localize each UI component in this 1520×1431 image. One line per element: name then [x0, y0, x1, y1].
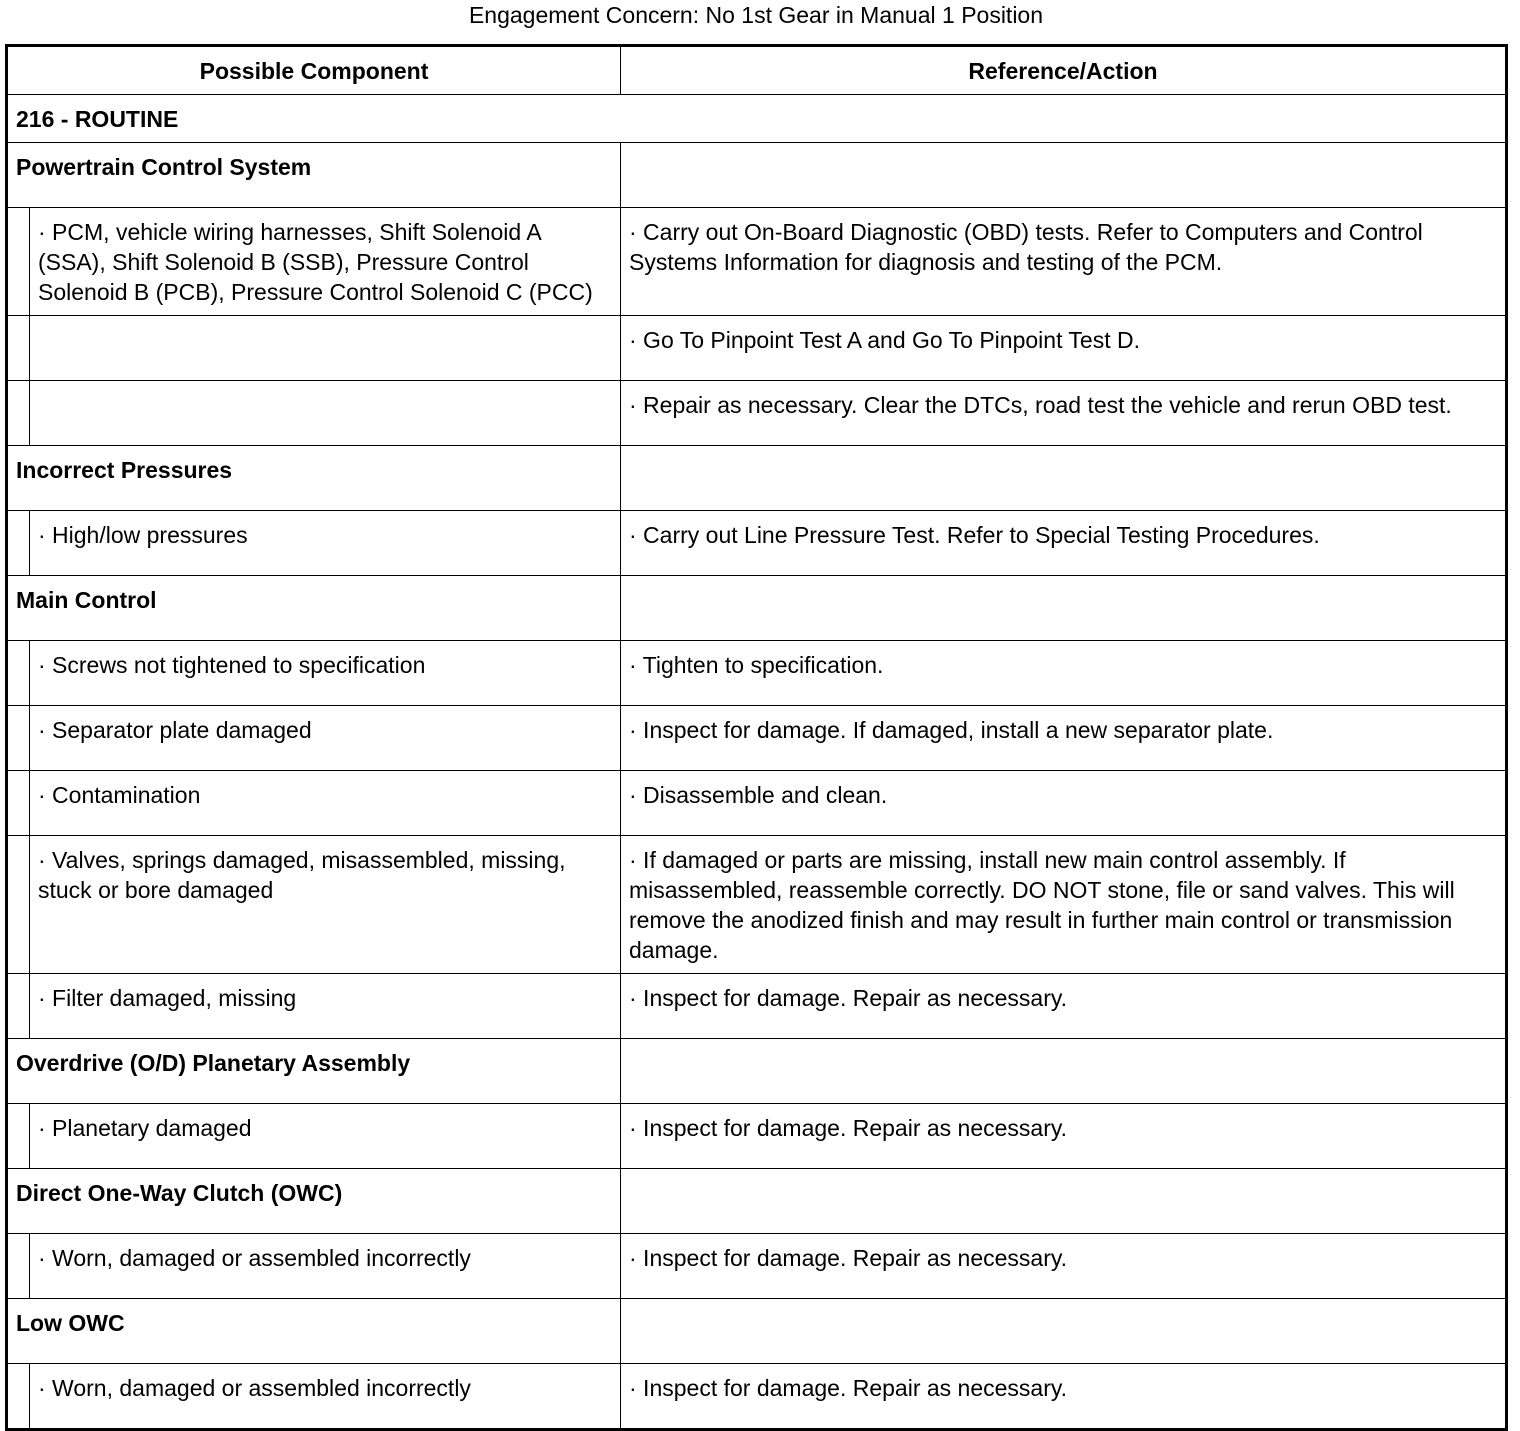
indent-cell [7, 771, 30, 836]
header-possible-component: Possible Component [7, 46, 621, 95]
section-name: Incorrect Pressures [7, 446, 621, 511]
component-cell: · Valves, springs damaged, misassembled, missing, stuck or bore damaged [30, 836, 621, 974]
component-cell [30, 316, 621, 381]
header-reference-action: Reference/Action [621, 46, 1507, 95]
section-action-cell [621, 1299, 1507, 1364]
section-action-cell [621, 143, 1507, 208]
action-cell: · Carry out On-Board Diagnostic (OBD) tests. Refer to Computers and Control Systems Information for diagnosis and testing of the PCM. [621, 208, 1507, 316]
table-row [7, 208, 1507, 316]
action-cell: · Inspect for damage. Repair as necessary. [621, 974, 1507, 1039]
component-cell: · Filter damaged, missing [30, 974, 621, 1039]
routine-label: 216 - ROUTINE [7, 95, 1507, 143]
table-row [7, 1234, 1507, 1299]
diagnostic-table [5, 44, 1508, 1431]
table-row [7, 836, 1507, 974]
indent-cell [7, 381, 30, 446]
component-cell: · Planetary damaged [30, 1104, 621, 1169]
indent-cell [7, 1234, 30, 1299]
table-row [7, 1104, 1507, 1169]
component-cell [30, 381, 621, 446]
action-cell: · Inspect for damage. Repair as necessary. [621, 1234, 1507, 1299]
section-action-cell [621, 446, 1507, 511]
section-name: Powertrain Control System [7, 143, 621, 208]
indent-cell [7, 208, 30, 316]
section-name: Overdrive (O/D) Planetary Assembly [7, 1039, 621, 1104]
action-cell: · Tighten to specification. [621, 641, 1507, 706]
table-row [7, 316, 1507, 381]
component-cell: · High/low pressures [30, 511, 621, 576]
section-row [7, 1039, 1507, 1104]
component-cell: · Screws not tightened to specification [30, 641, 621, 706]
indent-cell [7, 1364, 30, 1430]
table-row [7, 641, 1507, 706]
section-action-cell [621, 1169, 1507, 1234]
section-name: Low OWC [7, 1299, 621, 1364]
table-row [7, 381, 1507, 446]
action-cell: · Inspect for damage. Repair as necessary. [621, 1364, 1507, 1430]
page-title: Engagement Concern: No 1st Gear in Manual 1 Position [468, 2, 1044, 28]
table-row [7, 974, 1507, 1039]
indent-cell [7, 836, 30, 974]
indent-cell [7, 316, 30, 381]
component-cell: · Separator plate damaged [30, 706, 621, 771]
action-cell: · Inspect for damage. Repair as necessary. [621, 1104, 1507, 1169]
section-row [7, 1299, 1507, 1364]
section-action-cell [621, 1039, 1507, 1104]
indent-cell [7, 641, 30, 706]
indent-cell [7, 1104, 30, 1169]
indent-cell [7, 511, 30, 576]
section-row [7, 1169, 1507, 1234]
component-cell: · PCM, vehicle wiring harnesses, Shift Solenoid A (SSA), Shift Solenoid B (SSB), Pressure Control Solenoid B (PCB), Pressure Control Solenoid C (PCC) [30, 208, 621, 316]
section-name: Direct One-Way Clutch (OWC) [7, 1169, 621, 1234]
action-cell: · If damaged or parts are missing, install new main control assembly. If misassembled, reassemble correctly. DO NOT stone, file or sand valves. This will remove the anodized finish and may result in further main control or transmission damage. [621, 836, 1507, 974]
table-row [7, 511, 1507, 576]
table-row [7, 771, 1507, 836]
section-row [7, 143, 1507, 208]
component-cell: · Contamination [30, 771, 621, 836]
indent-cell [7, 706, 30, 771]
action-cell: · Carry out Line Pressure Test. Refer to Special Testing Procedures. [621, 511, 1507, 576]
indent-cell [7, 974, 30, 1039]
action-cell: · Disassemble and clean. [621, 771, 1507, 836]
table-row [7, 706, 1507, 771]
component-cell: · Worn, damaged or assembled incorrectly [30, 1234, 621, 1299]
section-row [7, 446, 1507, 511]
table-header-row [7, 46, 1507, 95]
section-action-cell [621, 576, 1507, 641]
section-row [7, 576, 1507, 641]
component-cell: · Worn, damaged or assembled incorrectly [30, 1364, 621, 1430]
action-cell: · Repair as necessary. Clear the DTCs, road test the vehicle and rerun OBD test. [621, 381, 1507, 446]
action-cell: · Inspect for damage. If damaged, install a new separator plate. [621, 706, 1507, 771]
routine-row [7, 95, 1507, 143]
table-body [7, 95, 1507, 1430]
table-row [7, 1364, 1507, 1430]
action-cell: · Go To Pinpoint Test A and Go To Pinpoint Test D. [621, 316, 1507, 381]
section-name: Main Control [7, 576, 621, 641]
